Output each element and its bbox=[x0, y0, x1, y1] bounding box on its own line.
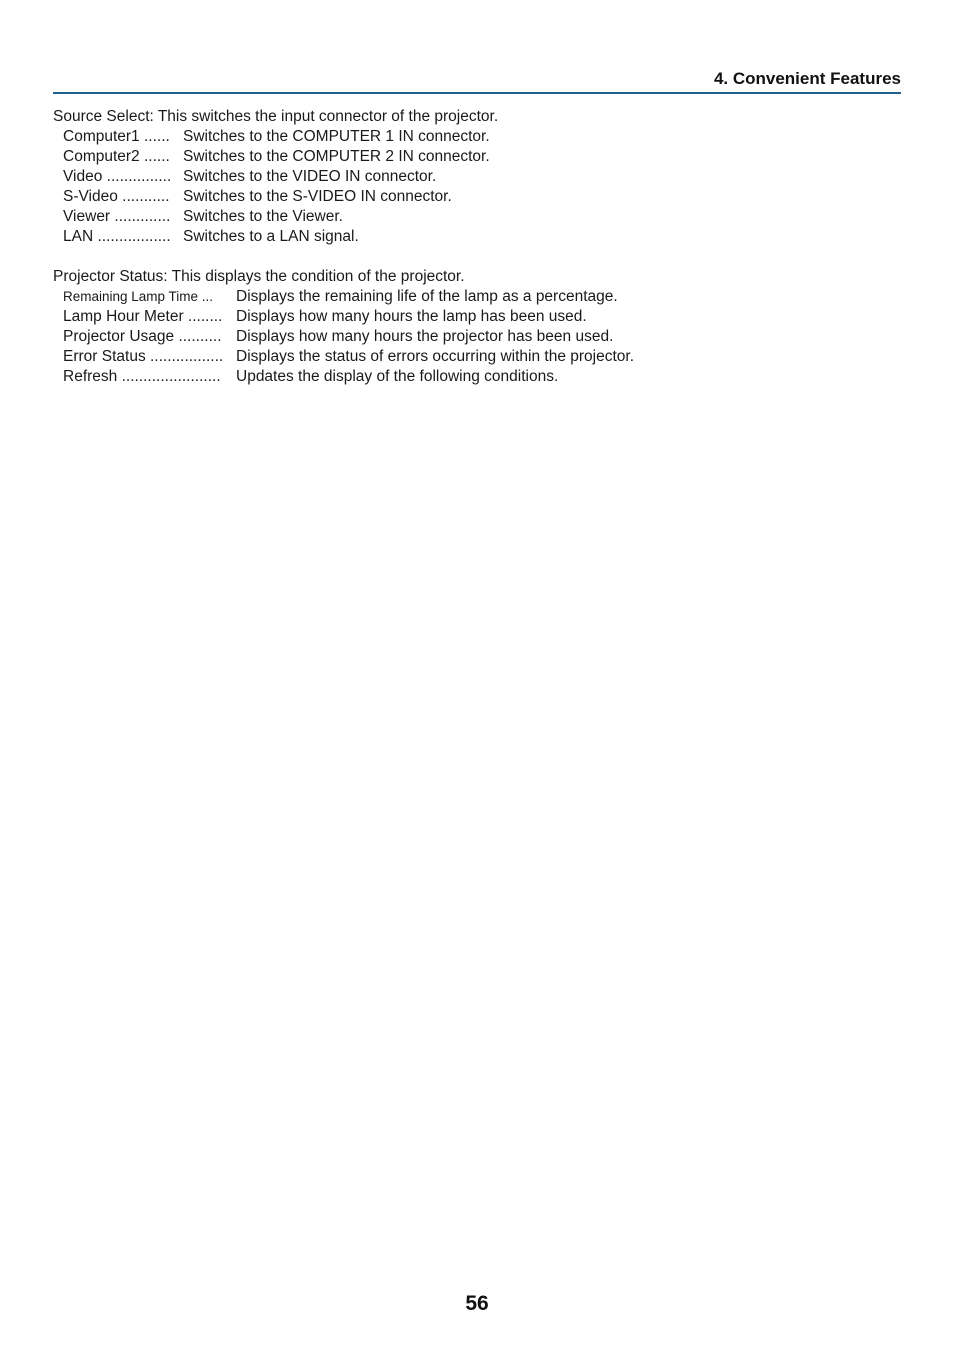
description: Switches to the COMPUTER 1 IN connector. bbox=[183, 128, 490, 145]
list-item bbox=[53, 167, 901, 187]
list-item bbox=[53, 327, 901, 347]
page-number: 56 bbox=[465, 1292, 489, 1315]
source-select-list bbox=[53, 127, 901, 247]
list-item bbox=[53, 187, 901, 207]
description: Switches to the VIDEO IN connector. bbox=[183, 168, 437, 185]
description: Displays the status of errors occurring within the projector. bbox=[236, 348, 635, 365]
term-lamp-hour-meter: Lamp Hour Meter ........ bbox=[63, 308, 223, 325]
description: Updates the display of the following conditions. bbox=[236, 368, 559, 385]
term-video: Video ............... bbox=[63, 168, 172, 185]
projector-status-list bbox=[53, 287, 901, 387]
term-viewer: Viewer ............. bbox=[63, 208, 171, 225]
description: Switches to the Viewer. bbox=[183, 208, 343, 225]
term-computer1: Computer1 ...... bbox=[63, 128, 170, 145]
term-lan: LAN ................. bbox=[63, 228, 171, 245]
description: Switches to a LAN signal. bbox=[183, 228, 359, 245]
list-item bbox=[53, 367, 901, 387]
header-divider bbox=[53, 92, 901, 94]
description: Displays how many hours the lamp has been used. bbox=[236, 308, 587, 325]
page-body bbox=[53, 107, 901, 387]
description: Displays the remaining life of the lamp as a percentage. bbox=[236, 288, 618, 305]
source-select-heading: Source Select: This switches the input connector of the projector. bbox=[53, 108, 499, 125]
term-remaining-lamp-time: Remaining Lamp Time ... bbox=[63, 289, 214, 304]
list-item bbox=[53, 127, 901, 147]
list-item bbox=[53, 207, 901, 227]
projector-status-heading: Projector Status: This displays the condition of the projector. bbox=[53, 268, 465, 285]
section-spacer bbox=[53, 247, 901, 267]
list-item bbox=[53, 147, 901, 167]
description: Switches to the COMPUTER 2 IN connector. bbox=[183, 148, 490, 165]
list-item bbox=[53, 227, 901, 247]
description: Displays how many hours the projector has been used. bbox=[236, 328, 614, 345]
list-item bbox=[53, 347, 901, 367]
term-refresh: Refresh ....................... bbox=[63, 368, 221, 385]
list-item bbox=[53, 307, 901, 327]
term-s-video: S-Video ........... bbox=[63, 188, 170, 205]
term-error-status: Error Status ................. bbox=[63, 348, 224, 365]
term-projector-usage: Projector Usage .......... bbox=[63, 328, 222, 345]
chapter-title: 4. Convenient Features bbox=[713, 69, 901, 88]
term-computer2: Computer2 ...... bbox=[63, 148, 170, 165]
description: Switches to the S-VIDEO IN connector. bbox=[183, 188, 452, 205]
list-item bbox=[53, 287, 901, 307]
